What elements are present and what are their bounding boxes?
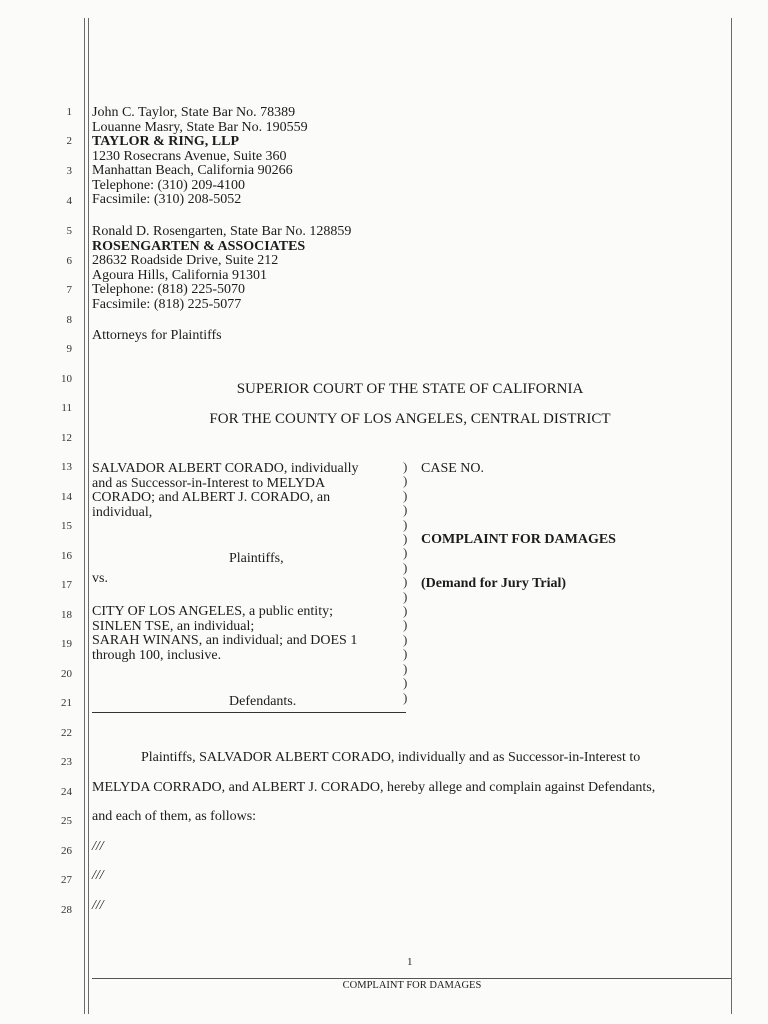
complaint-title: COMPLAINT FOR DAMAGES: [421, 532, 616, 547]
attorneys-for: Attorneys for Plaintiffs: [92, 328, 222, 343]
attorney-line: Ronald D. Rosengarten, State Bar No. 128859: [92, 224, 352, 239]
continuation-mark: ///: [92, 868, 104, 883]
case-number-label: CASE NO.: [421, 461, 485, 476]
page-number: 1: [407, 956, 413, 968]
attorney-line: Facsimile: (310) 208-5052: [92, 192, 242, 207]
line-number: 5: [66, 225, 72, 237]
line-number: 23: [61, 756, 72, 768]
attorney-line: Telephone: (310) 209-4100: [92, 177, 245, 193]
line-number: 18: [61, 609, 72, 621]
line-number: 25: [61, 815, 72, 827]
firm-name: ROSENGARTEN & ASSOCIATES: [92, 238, 306, 254]
line-number: 17: [61, 579, 72, 591]
versus-label: vs.: [92, 571, 108, 586]
attorney-line: Manhattan Beach, California 90266: [92, 163, 293, 178]
caption-line: SINLEN TSE, an individual;: [92, 618, 255, 634]
line-number: 16: [61, 550, 72, 562]
body-paragraph-line: MELYDA CORRADO, and ALBERT J. CORADO, hereby allege and complain against Defendants,: [92, 780, 656, 795]
attorney-block-rosengarten: [92, 225, 351, 312]
line-number: 19: [61, 638, 72, 650]
line-number: 15: [61, 520, 72, 532]
caption-line: through 100, inclusive.: [92, 647, 222, 663]
caption-line: CITY OF LOS ANGELES, a public entity;: [92, 604, 333, 619]
line-number: 20: [61, 668, 72, 680]
court-name: SUPERIOR COURT OF THE STATE OF CALIFORNIA: [236, 381, 584, 397]
attorney-line: 28632 Roadside Drive, Suite 212: [92, 253, 279, 268]
footer-rule: [92, 978, 731, 979]
attorney-line: Facsimile: (818) 225-5077: [92, 296, 242, 312]
left-margin-rule-inner: [88, 18, 89, 1014]
right-margin-rule: [731, 18, 732, 1014]
attorney-line: 1230 Rosecrans Avenue, Suite 360: [92, 148, 287, 164]
attorney-line: John C. Taylor, State Bar No. 78389: [92, 105, 296, 120]
court-county: FOR THE COUNTY OF LOS ANGELES, CENTRAL DISTRICT: [209, 411, 611, 427]
line-number: 14: [61, 491, 72, 503]
line-number: 1: [66, 106, 72, 118]
line-number: 7: [66, 284, 72, 296]
line-number: 8: [66, 314, 72, 326]
line-number: 22: [61, 727, 72, 739]
line-number: 11: [61, 402, 72, 414]
line-number: 9: [66, 343, 72, 355]
jury-demand: (Demand for Jury Trial): [421, 576, 567, 591]
line-number: 28: [61, 904, 72, 916]
line-number: 12: [61, 432, 72, 444]
continuation-mark: ///: [92, 839, 104, 854]
line-number: 3: [66, 165, 72, 177]
line-number: 27: [61, 874, 72, 886]
plaintiffs-label: Plaintiffs,: [229, 551, 284, 566]
line-number: 21: [61, 697, 72, 709]
plaintiffs-caption: [92, 462, 359, 520]
attorney-line: Louanne Masry, State Bar No. 190559: [92, 119, 308, 135]
firm-name: TAYLOR & RING, LLP: [92, 134, 240, 149]
body-paragraph-line: Plaintiffs, SALVADOR ALBERT CORADO, individually and as Successor-in-Interest to: [141, 750, 641, 765]
caption-line: SARAH WINANS, an individual; and DOES 1: [92, 633, 358, 648]
continuation-mark: ///: [92, 898, 104, 913]
caption-line: CORADO; and ALBERT J. CORADO, an: [92, 490, 331, 505]
caption-line: and as Successor-in-Interest to MELYDA: [92, 475, 326, 491]
caption-line: individual,: [92, 504, 153, 520]
left-margin-rule-outer: [84, 18, 85, 1014]
caption-paren-column: ) ) ) ) ) ) ) ) ) ) ) ) ) ) ) ) ): [403, 459, 408, 705]
defendants-caption: [92, 605, 357, 663]
footer-title: COMPLAINT FOR DAMAGES: [342, 980, 482, 991]
caption-underline: [92, 712, 406, 713]
body-paragraph-line: and each of them, as follows:: [92, 809, 257, 824]
line-number: 4: [66, 195, 72, 207]
line-number: 26: [61, 845, 72, 857]
attorney-block-taylor-ring: [92, 106, 308, 208]
attorney-line: Agoura Hills, California 91301: [92, 267, 267, 283]
line-number: 10: [61, 373, 72, 385]
attorney-line: Telephone: (818) 225-5070: [92, 282, 245, 297]
line-number: 24: [61, 786, 72, 798]
line-number: 2: [66, 135, 72, 147]
line-number: 13: [61, 461, 72, 473]
line-number: 6: [66, 255, 72, 267]
defendants-label: Defendants.: [229, 694, 297, 709]
caption-line: SALVADOR ALBERT CORADO, individually: [92, 461, 359, 476]
